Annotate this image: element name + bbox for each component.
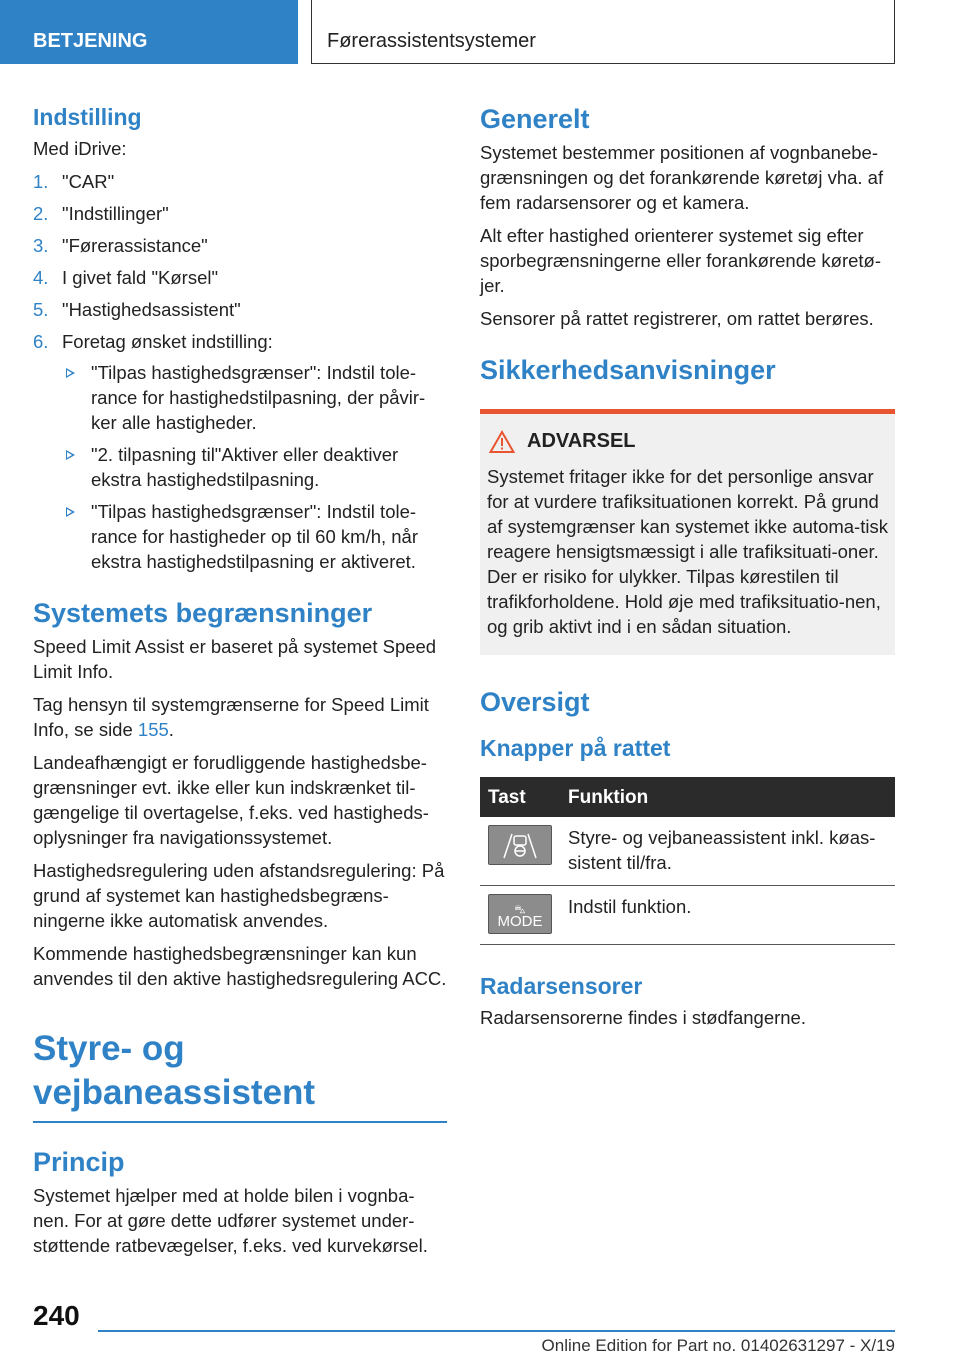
- page-header: [0, 0, 960, 66]
- triangle-bullet-icon: [66, 368, 75, 378]
- step-number: 5.: [33, 299, 49, 320]
- table-row: [480, 886, 895, 945]
- triangle-bullet-icon: [66, 507, 75, 517]
- safety-heading: Sikkerhedsanvisninger: [480, 355, 776, 385]
- limits-paragraph-5: Kommende hastighedsbegrænsninger kan kun anvendes til den aktive hastighedsregulering ACC.: [33, 943, 447, 989]
- steps-list: [33, 169, 447, 574]
- sub-bullet-item: [62, 442, 447, 492]
- step-text: Foretag ønsket indstilling:: [62, 331, 273, 352]
- sub-bullet-item: [62, 499, 447, 574]
- left-column: [33, 102, 447, 1266]
- radar-paragraph: Radarsensorerne findes i stødfangerne.: [480, 1007, 806, 1028]
- table-header-row: [480, 777, 895, 817]
- lane-assist-button-icon: [488, 825, 552, 865]
- sub-bullet-list: [62, 360, 447, 574]
- oversigt-heading: Oversigt: [480, 687, 590, 717]
- step-number: 4.: [33, 267, 49, 288]
- table-row: [480, 817, 895, 886]
- buttons-table: [480, 777, 895, 945]
- idrive-label: Med iDrive:: [33, 138, 127, 159]
- chapter-tab: Førerassistentsystemer: [311, 0, 895, 64]
- chapter-section-title: Styre- og vejbaneassistent: [33, 1027, 447, 1123]
- indstilling-heading: Indstilling: [33, 104, 142, 130]
- generelt-paragraph-2: Alt efter hastighed orienterer systemet sig efter sporbegrænsningerne eller forankørende køretø-jer.: [480, 225, 882, 296]
- step-item: [33, 169, 447, 194]
- step-number: 1.: [33, 171, 49, 192]
- limits-paragraph-1: Speed Limit Assist er baseret på systemet Speed Limit Info.: [33, 636, 437, 682]
- generelt-paragraph-1: Systemet bestemmer positionen af vognbanebe-grænsningen og det forankørende køretøj vha. af fem radarsensorer og et kamera.: [480, 142, 884, 213]
- table-cell-function: Styre- og vejbaneassistent inkl. køas-sistent til/fra.: [560, 817, 895, 886]
- table-cell-function: Indstil funktion.: [560, 886, 895, 945]
- step-text: "CAR": [62, 171, 115, 192]
- table-header-key: Tast: [480, 777, 560, 817]
- warning-triangle-icon: [489, 430, 515, 454]
- page-number: 240: [33, 1300, 80, 1331]
- table-cell-key: [480, 817, 560, 886]
- step-text: "Indstillinger": [62, 203, 169, 224]
- limits-heading: Systemets begrænsninger: [33, 598, 373, 628]
- step-text: I givet fald "Kørsel": [62, 267, 219, 288]
- step-item: [33, 297, 447, 322]
- limits-paragraph-2: [33, 692, 447, 742]
- step-number: 3.: [33, 235, 49, 256]
- table-header-function: Funktion: [560, 777, 895, 817]
- step-item: [33, 201, 447, 226]
- princip-paragraph: Systemet hjælper med at holde bilen i vognba-nen. For at gøre dette udfører systemet under-støttende ratbevægelser, f.eks. ved kurvekørsel.: [33, 1185, 428, 1256]
- limits-p2-text: Tag hensyn til systemgrænserne for Speed Limit Info, se side: [33, 694, 429, 740]
- car-mini-icon: ⛍: [514, 904, 526, 916]
- step-item: [33, 329, 447, 574]
- mode-button-label: MODE: [497, 912, 543, 930]
- radar-heading: Radarsensorer: [480, 973, 643, 999]
- triangle-bullet-icon: [66, 450, 75, 460]
- limits-paragraph-4: Hastighedsregulering uden afstandsregulering: På grund af systemet kan hastighedsbegræns-ningerne ikke automatisk anvendes.: [33, 860, 445, 931]
- page-reference-link[interactable]: 155: [137, 719, 169, 740]
- step-text: "Hastighedsassistent": [62, 299, 241, 320]
- step-item: [33, 265, 447, 290]
- sub-bullet-text: "2. tilpasning til"Aktiver eller deaktiver ekstra hastighedstilpasning.: [91, 444, 399, 490]
- edition-info: Online Edition for Part no. 01402631297 - X/19: [541, 1336, 895, 1355]
- knapper-heading: Knapper på rattet: [480, 735, 671, 761]
- warning-header: [487, 429, 888, 454]
- limits-paragraph-3: Landeafhængigt er forudliggende hastighedsbe-grænsninger evt. ikke eller kun indskrænket til-gængelige til overtagelse, f.eks. ved hastigheds-oplysninger fra navigationssystemet.: [33, 752, 429, 848]
- table-cell-key: [480, 886, 560, 945]
- section-tab: BETJENING: [0, 0, 298, 64]
- car-steering-icon: [498, 830, 542, 860]
- generelt-paragraph-3: Sensorer på rattet registrerer, om rattet berøres.: [480, 308, 874, 329]
- sub-bullet-text: "Tilpas hastighedsgrænser": Indstil tole-rance for hastigheder op til 60 km/h, når ekstra hastighedstilpasning er aktiveret.: [91, 501, 419, 572]
- mode-button-icon: [488, 894, 552, 934]
- step-number: 6.: [33, 331, 49, 352]
- princip-heading: Princip: [33, 1147, 125, 1177]
- generelt-heading: Generelt: [480, 104, 590, 134]
- warning-box: [480, 409, 895, 655]
- step-item: [33, 233, 447, 258]
- sub-bullet-item: [62, 360, 447, 435]
- sub-bullet-text: "Tilpas hastighedsgrænser": Indstil tole-rance for hastighedstilpasning, der påvir-ker alle hastigheder.: [91, 362, 426, 433]
- step-text: "Førerassistance": [62, 235, 208, 256]
- right-column: [480, 102, 895, 1038]
- step-number: 2.: [33, 203, 49, 224]
- warning-text: Systemet fritager ikke for det personlige ansvar for at vurdere trafiksituationen korrekt. På grund af systemgrænser kan systemet ikke automa-tisk reagere hensigtsmæssigt i alle trafiksituati-oner. Der er risiko for ulykker. Tilpas kørestilen til trafikforholdene. Hold øje med trafiksituatio-nen, og grib aktivt ind i en sådan situation.: [487, 466, 888, 637]
- warning-label: ADVARSEL: [527, 430, 636, 452]
- limits-p2-end: .: [168, 719, 174, 740]
- footer-divider: [98, 1330, 895, 1332]
